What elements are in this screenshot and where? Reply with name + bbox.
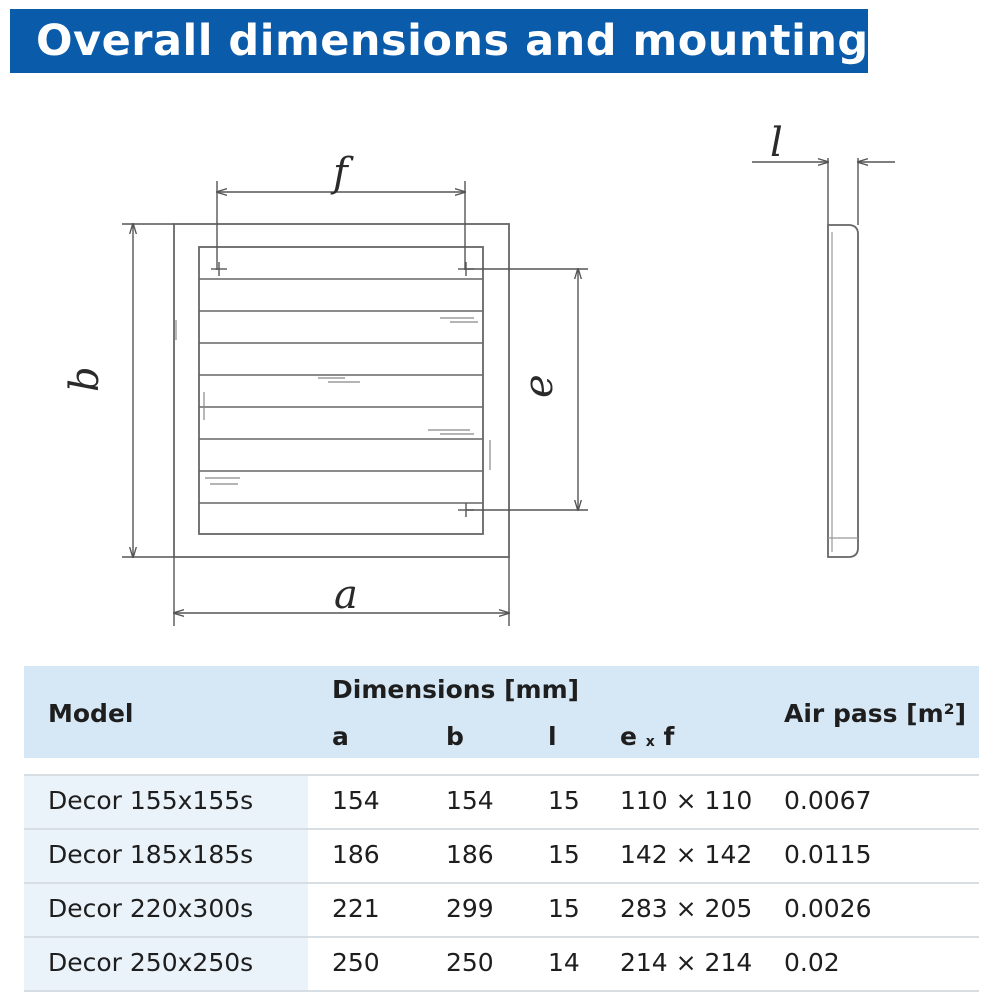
cell-air-pass: 0.0115 [784, 840, 872, 869]
header-model: Model [48, 699, 134, 728]
table-header [24, 666, 979, 758]
mounting-marks [211, 262, 474, 517]
label-e: e [516, 374, 562, 398]
label-b: b [62, 366, 108, 392]
cell-model: Decor 185x185s [48, 840, 254, 869]
cell-a: 250 [332, 948, 380, 977]
label-a: a [334, 572, 358, 618]
cell-b: 154 [446, 786, 494, 815]
table-row [24, 936, 979, 992]
front-view [174, 224, 509, 557]
cell-b: 186 [446, 840, 494, 869]
table-body [24, 774, 979, 992]
label-f: f [333, 150, 348, 196]
title-banner [10, 9, 868, 73]
table-row [24, 882, 979, 936]
outer-frame [174, 224, 509, 557]
header-exf-f: f [663, 722, 675, 751]
label-l: l [770, 120, 783, 166]
header-exf-e: e [620, 722, 637, 751]
header-l: l [548, 722, 557, 751]
cell-model: Decor 250x250s [48, 948, 254, 977]
header-b: b [446, 722, 464, 751]
louver-slats [199, 279, 483, 503]
cell-l: 14 [548, 948, 580, 977]
cell-a: 221 [332, 894, 380, 923]
header-exf-x: x [645, 734, 655, 750]
cell-a: 186 [332, 840, 380, 869]
cell-b: 250 [446, 948, 494, 977]
cell-a: 154 [332, 786, 380, 815]
header-dimensions: Dimensions [mm] [332, 675, 580, 704]
cell-model: Decor 220x300s [48, 894, 254, 923]
cell-b: 299 [446, 894, 494, 923]
table-row [24, 774, 979, 828]
table-row [24, 828, 979, 882]
page-title: Overall dimensions and mounting [36, 16, 869, 66]
side-view [828, 225, 858, 557]
cell-l: 15 [548, 840, 580, 869]
header-air-pass: Air pass [m²] [784, 699, 967, 728]
header-exf [620, 722, 674, 751]
cell-air-pass: 0.0026 [784, 894, 872, 923]
cell-model: Decor 155x155s [48, 786, 254, 815]
cell-l: 15 [548, 786, 580, 815]
cell-air-pass: 0.0067 [784, 786, 872, 815]
cell-exf: 142 × 142 [620, 840, 753, 869]
grille-drawing [0, 80, 1000, 640]
cell-l: 15 [548, 894, 580, 923]
cell-exf: 110 × 110 [620, 786, 753, 815]
cell-air-pass: 0.02 [784, 948, 840, 977]
dimensions-table [24, 666, 979, 977]
cell-exf: 283 × 205 [620, 894, 753, 923]
header-a: a [332, 722, 349, 751]
inner-frame [199, 247, 483, 534]
cell-exf: 214 × 214 [620, 948, 753, 977]
